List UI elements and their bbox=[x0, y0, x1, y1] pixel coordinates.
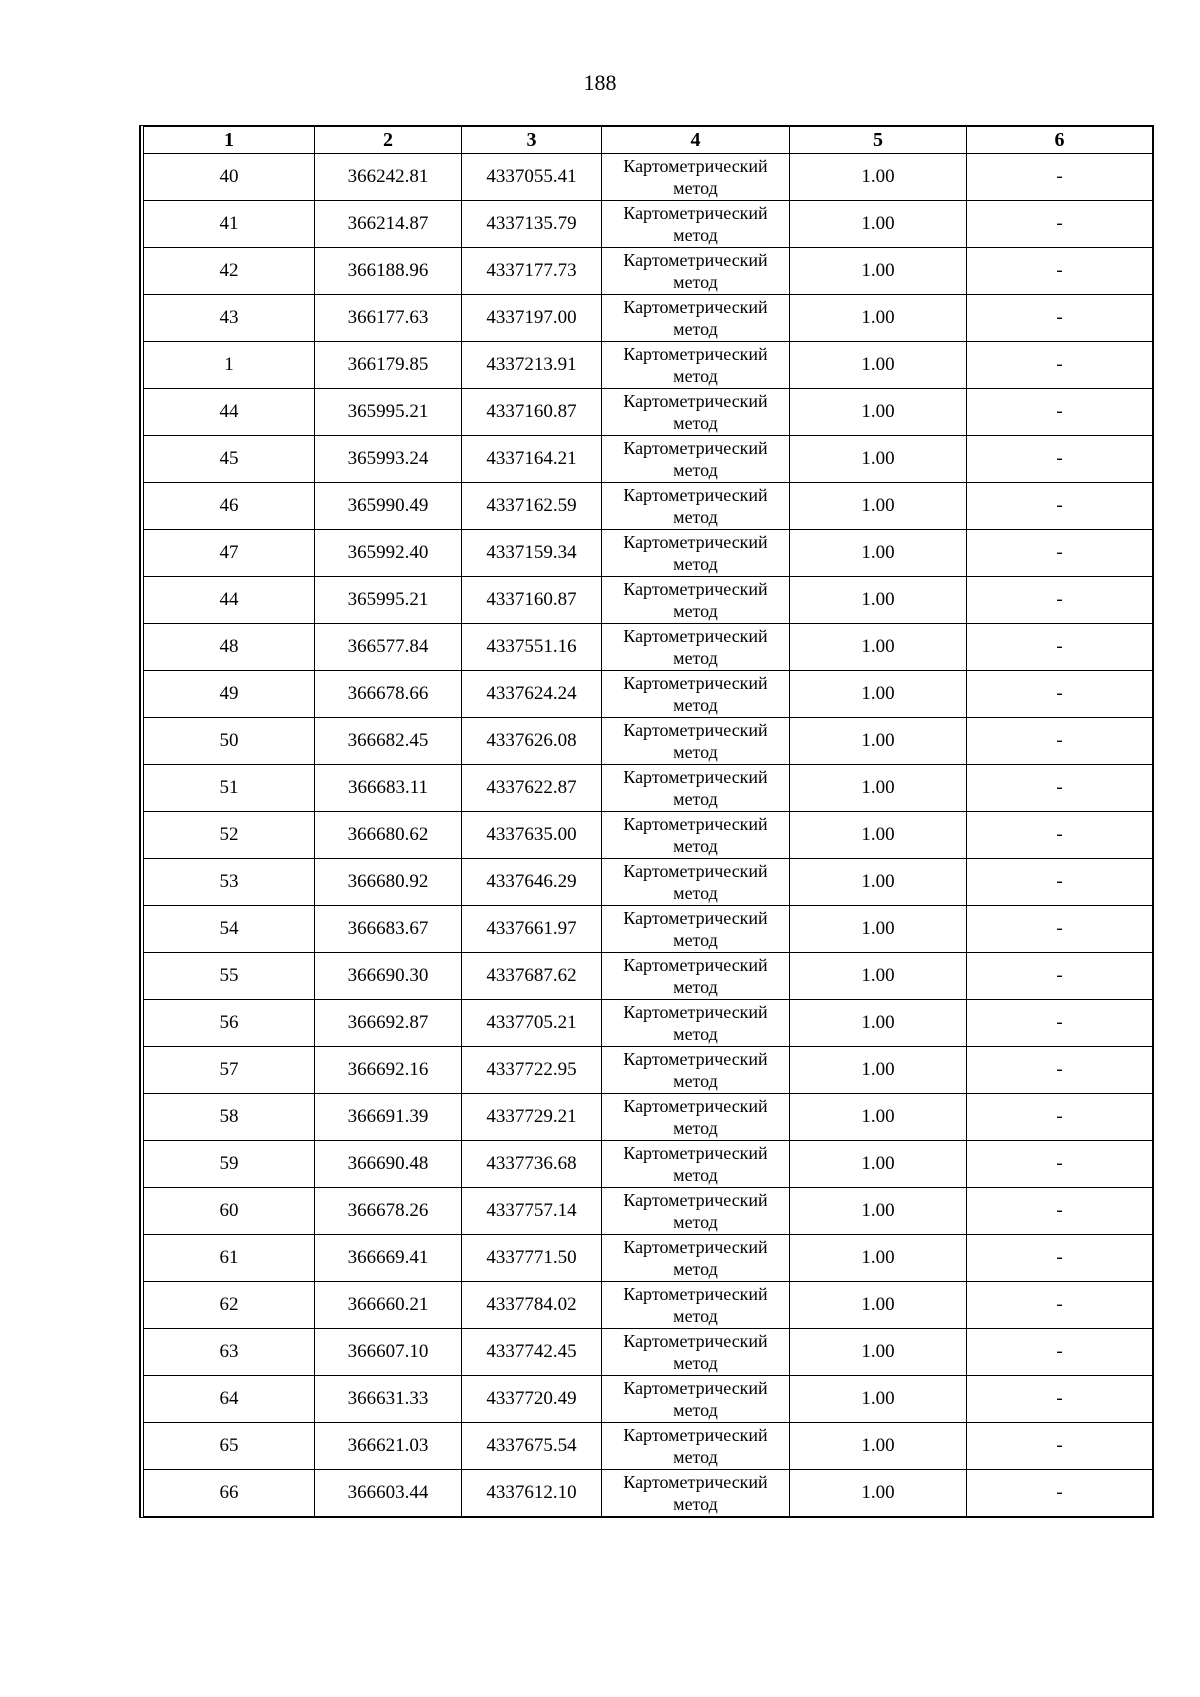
method-cell bbox=[602, 765, 790, 812]
method-line-2: метод bbox=[673, 366, 718, 386]
method-line-1: Картометрический bbox=[623, 1190, 768, 1210]
coord-y-cell: 4337722.95 bbox=[462, 1047, 602, 1094]
accuracy-cell: 1.00 bbox=[790, 953, 967, 1000]
accuracy-cell: 1.00 bbox=[790, 624, 967, 671]
coord-y-cell: 4337624.24 bbox=[462, 671, 602, 718]
method-line-2: метод bbox=[673, 1353, 718, 1373]
method-cell bbox=[602, 295, 790, 342]
method-cell bbox=[602, 1188, 790, 1235]
coord-x-cell: 366188.96 bbox=[315, 248, 462, 295]
method-line-1: Картометрический bbox=[623, 1143, 768, 1163]
coord-y-cell: 4337197.00 bbox=[462, 295, 602, 342]
method-line-1: Картометрический bbox=[623, 814, 768, 834]
accuracy-cell: 1.00 bbox=[790, 1282, 967, 1329]
method-line-1: Картометрический bbox=[623, 344, 768, 364]
note-cell: - bbox=[967, 1094, 1153, 1141]
method-line-2: метод bbox=[673, 1259, 718, 1279]
table-row bbox=[144, 248, 1153, 295]
note-cell: - bbox=[967, 389, 1153, 436]
method-cell bbox=[602, 389, 790, 436]
method-line-1: Картометрический bbox=[623, 438, 768, 458]
method-line-2: метод bbox=[673, 977, 718, 997]
method-line-2: метод bbox=[673, 319, 718, 339]
method-cell bbox=[602, 436, 790, 483]
coord-x-cell: 366692.16 bbox=[315, 1047, 462, 1094]
method-line-1: Картометрический bbox=[623, 1284, 768, 1304]
coord-x-cell: 366678.26 bbox=[315, 1188, 462, 1235]
table-row bbox=[144, 1094, 1153, 1141]
coord-y-cell: 4337742.45 bbox=[462, 1329, 602, 1376]
method-cell bbox=[602, 1094, 790, 1141]
method-line-2: метод bbox=[673, 695, 718, 715]
note-cell: - bbox=[967, 1282, 1153, 1329]
method-line-2: метод bbox=[673, 413, 718, 433]
table-row bbox=[144, 389, 1153, 436]
method-line-2: метод bbox=[673, 1212, 718, 1232]
method-line-1: Картометрический bbox=[623, 156, 768, 176]
page-number: 188 bbox=[583, 70, 617, 95]
coord-x-cell: 366603.44 bbox=[315, 1470, 462, 1517]
accuracy-cell: 1.00 bbox=[790, 1470, 967, 1517]
method-line-2: метод bbox=[673, 836, 718, 856]
method-line-1: Картометрический bbox=[623, 767, 768, 787]
coord-y-cell: 4337612.10 bbox=[462, 1470, 602, 1517]
method-cell bbox=[602, 154, 790, 201]
coord-x-cell: 366678.66 bbox=[315, 671, 462, 718]
note-cell: - bbox=[967, 436, 1153, 483]
point-number-cell: 49 bbox=[144, 671, 315, 718]
method-cell bbox=[602, 812, 790, 859]
method-line-2: метод bbox=[673, 507, 718, 527]
point-number-cell: 65 bbox=[144, 1423, 315, 1470]
point-number-cell: 50 bbox=[144, 718, 315, 765]
point-number-cell: 43 bbox=[144, 295, 315, 342]
table-row bbox=[144, 1376, 1153, 1423]
coord-x-cell: 366179.85 bbox=[315, 342, 462, 389]
accuracy-cell: 1.00 bbox=[790, 1141, 967, 1188]
method-line-2: метод bbox=[673, 460, 718, 480]
method-line-1: Картометрический bbox=[623, 720, 768, 740]
point-number-cell: 45 bbox=[144, 436, 315, 483]
coord-y-cell: 4337646.29 bbox=[462, 859, 602, 906]
note-cell: - bbox=[967, 1141, 1153, 1188]
method-line-1: Картометрический bbox=[623, 861, 768, 881]
method-line-2: метод bbox=[673, 178, 718, 198]
coord-x-cell: 366577.84 bbox=[315, 624, 462, 671]
note-cell: - bbox=[967, 953, 1153, 1000]
note-cell: - bbox=[967, 812, 1153, 859]
coord-y-cell: 4337784.02 bbox=[462, 1282, 602, 1329]
table-body bbox=[144, 154, 1153, 1517]
point-number-cell: 61 bbox=[144, 1235, 315, 1282]
note-cell: - bbox=[967, 859, 1153, 906]
method-cell bbox=[602, 718, 790, 765]
method-line-2: метод bbox=[673, 272, 718, 292]
method-cell bbox=[602, 1376, 790, 1423]
method-line-2: метод bbox=[673, 789, 718, 809]
method-cell bbox=[602, 530, 790, 577]
table-row bbox=[144, 859, 1153, 906]
coord-x-cell: 366691.39 bbox=[315, 1094, 462, 1141]
method-line-2: метод bbox=[673, 742, 718, 762]
coord-x-cell: 366669.41 bbox=[315, 1235, 462, 1282]
point-number-cell: 44 bbox=[144, 577, 315, 624]
method-line-1: Картометрический bbox=[623, 626, 768, 646]
coord-y-cell: 4337135.79 bbox=[462, 201, 602, 248]
table-row bbox=[144, 1329, 1153, 1376]
accuracy-cell: 1.00 bbox=[790, 671, 967, 718]
coord-x-cell: 366607.10 bbox=[315, 1329, 462, 1376]
note-cell: - bbox=[967, 1188, 1153, 1235]
method-line-1: Картометрический bbox=[623, 1096, 768, 1116]
accuracy-cell: 1.00 bbox=[790, 483, 967, 530]
point-number-cell: 64 bbox=[144, 1376, 315, 1423]
method-line-1: Картометрический bbox=[623, 1378, 768, 1398]
coord-y-cell: 4337162.59 bbox=[462, 483, 602, 530]
point-number-cell: 42 bbox=[144, 248, 315, 295]
note-cell: - bbox=[967, 154, 1153, 201]
coord-x-cell: 366692.87 bbox=[315, 1000, 462, 1047]
coord-x-cell: 366690.30 bbox=[315, 953, 462, 1000]
accuracy-cell: 1.00 bbox=[790, 154, 967, 201]
method-cell bbox=[602, 906, 790, 953]
point-number-cell: 40 bbox=[144, 154, 315, 201]
method-cell bbox=[602, 953, 790, 1000]
method-line-1: Картометрический bbox=[623, 1049, 768, 1069]
method-cell bbox=[602, 1047, 790, 1094]
table-row bbox=[144, 1282, 1153, 1329]
coord-x-cell: 366660.21 bbox=[315, 1282, 462, 1329]
coord-y-cell: 4337757.14 bbox=[462, 1188, 602, 1235]
method-line-2: метод bbox=[673, 554, 718, 574]
table-row bbox=[144, 1188, 1153, 1235]
method-line-2: метод bbox=[673, 1071, 718, 1091]
header-cell-3: 3 bbox=[462, 127, 602, 154]
method-line-2: метод bbox=[673, 930, 718, 950]
table-header-row bbox=[144, 127, 1153, 154]
method-line-1: Картометрический bbox=[623, 579, 768, 599]
note-cell: - bbox=[967, 624, 1153, 671]
coord-x-cell: 366621.03 bbox=[315, 1423, 462, 1470]
accuracy-cell: 1.00 bbox=[790, 577, 967, 624]
point-number-cell: 59 bbox=[144, 1141, 315, 1188]
note-cell: - bbox=[967, 1423, 1153, 1470]
coord-y-cell: 4337736.68 bbox=[462, 1141, 602, 1188]
method-line-1: Картометрический bbox=[623, 532, 768, 552]
accuracy-cell: 1.00 bbox=[790, 906, 967, 953]
coord-y-cell: 4337687.62 bbox=[462, 953, 602, 1000]
accuracy-cell: 1.00 bbox=[790, 1000, 967, 1047]
accuracy-cell: 1.00 bbox=[790, 1188, 967, 1235]
point-number-cell: 1 bbox=[144, 342, 315, 389]
note-cell: - bbox=[967, 295, 1153, 342]
accuracy-cell: 1.00 bbox=[790, 812, 967, 859]
coord-x-cell: 365992.40 bbox=[315, 530, 462, 577]
coord-x-cell: 366690.48 bbox=[315, 1141, 462, 1188]
method-line-1: Картометрический bbox=[623, 908, 768, 928]
method-cell bbox=[602, 248, 790, 295]
coord-x-cell: 366631.33 bbox=[315, 1376, 462, 1423]
method-line-2: метод bbox=[673, 225, 718, 245]
method-cell bbox=[602, 577, 790, 624]
coord-x-cell: 366683.67 bbox=[315, 906, 462, 953]
table-row bbox=[144, 812, 1153, 859]
method-cell bbox=[602, 624, 790, 671]
coord-y-cell: 4337160.87 bbox=[462, 577, 602, 624]
coord-y-cell: 4337661.97 bbox=[462, 906, 602, 953]
point-number-cell: 53 bbox=[144, 859, 315, 906]
coord-y-cell: 4337160.87 bbox=[462, 389, 602, 436]
note-cell: - bbox=[967, 1000, 1153, 1047]
table-row bbox=[144, 1235, 1153, 1282]
table-row bbox=[144, 624, 1153, 671]
accuracy-cell: 1.00 bbox=[790, 1094, 967, 1141]
coord-x-cell: 365995.21 bbox=[315, 389, 462, 436]
coord-x-cell: 366682.45 bbox=[315, 718, 462, 765]
point-number-cell: 51 bbox=[144, 765, 315, 812]
note-cell: - bbox=[967, 718, 1153, 765]
coord-y-cell: 4337635.00 bbox=[462, 812, 602, 859]
coord-y-cell: 4337622.87 bbox=[462, 765, 602, 812]
method-line-1: Картометрический bbox=[623, 297, 768, 317]
accuracy-cell: 1.00 bbox=[790, 1329, 967, 1376]
method-cell bbox=[602, 1235, 790, 1282]
accuracy-cell: 1.00 bbox=[790, 1235, 967, 1282]
point-number-cell: 58 bbox=[144, 1094, 315, 1141]
table-row bbox=[144, 765, 1153, 812]
point-number-cell: 54 bbox=[144, 906, 315, 953]
table-row bbox=[144, 718, 1153, 765]
accuracy-cell: 1.00 bbox=[790, 248, 967, 295]
coord-x-cell: 366214.87 bbox=[315, 201, 462, 248]
note-cell: - bbox=[967, 530, 1153, 577]
coord-x-cell: 366177.63 bbox=[315, 295, 462, 342]
method-cell bbox=[602, 342, 790, 389]
coord-x-cell: 365993.24 bbox=[315, 436, 462, 483]
point-number-cell: 52 bbox=[144, 812, 315, 859]
accuracy-cell: 1.00 bbox=[790, 1376, 967, 1423]
method-line-1: Картометрический bbox=[623, 1237, 768, 1257]
table-row bbox=[144, 1423, 1153, 1470]
method-cell bbox=[602, 1470, 790, 1517]
coord-x-cell: 366242.81 bbox=[315, 154, 462, 201]
coord-y-cell: 4337771.50 bbox=[462, 1235, 602, 1282]
header-cell-6: 6 bbox=[967, 127, 1153, 154]
point-number-cell: 66 bbox=[144, 1470, 315, 1517]
header-cell-2: 2 bbox=[315, 127, 462, 154]
table-row bbox=[144, 1000, 1153, 1047]
method-line-2: метод bbox=[673, 1165, 718, 1185]
coord-y-cell: 4337164.21 bbox=[462, 436, 602, 483]
accuracy-cell: 1.00 bbox=[790, 342, 967, 389]
method-line-2: метод bbox=[673, 1447, 718, 1467]
table-row bbox=[144, 1141, 1153, 1188]
table-row bbox=[144, 295, 1153, 342]
point-number-cell: 41 bbox=[144, 201, 315, 248]
header-cell-4: 4 bbox=[602, 127, 790, 154]
method-cell bbox=[602, 671, 790, 718]
note-cell: - bbox=[967, 1235, 1153, 1282]
table-row bbox=[144, 483, 1153, 530]
method-cell bbox=[602, 1423, 790, 1470]
method-cell bbox=[602, 1141, 790, 1188]
method-cell bbox=[602, 1282, 790, 1329]
accuracy-cell: 1.00 bbox=[790, 436, 967, 483]
coord-y-cell: 4337729.21 bbox=[462, 1094, 602, 1141]
coord-x-cell: 365990.49 bbox=[315, 483, 462, 530]
method-line-1: Картометрический bbox=[623, 1331, 768, 1351]
table-row bbox=[144, 1470, 1153, 1517]
method-line-1: Картометрический bbox=[623, 955, 768, 975]
method-line-2: метод bbox=[673, 601, 718, 621]
coord-y-cell: 4337159.34 bbox=[462, 530, 602, 577]
method-line-1: Картометрический bbox=[623, 673, 768, 693]
accuracy-cell: 1.00 bbox=[790, 295, 967, 342]
accuracy-cell: 1.00 bbox=[790, 389, 967, 436]
method-line-1: Картометрический bbox=[623, 1472, 768, 1492]
method-line-2: метод bbox=[673, 1118, 718, 1138]
coord-y-cell: 4337675.54 bbox=[462, 1423, 602, 1470]
coord-y-cell: 4337213.91 bbox=[462, 342, 602, 389]
table-row bbox=[144, 577, 1153, 624]
note-cell: - bbox=[967, 342, 1153, 389]
note-cell: - bbox=[967, 671, 1153, 718]
method-cell bbox=[602, 1000, 790, 1047]
coord-x-cell: 366680.92 bbox=[315, 859, 462, 906]
accuracy-cell: 1.00 bbox=[790, 765, 967, 812]
coord-x-cell: 365995.21 bbox=[315, 577, 462, 624]
method-line-2: метод bbox=[673, 648, 718, 668]
method-cell bbox=[602, 1329, 790, 1376]
method-line-1: Картометрический bbox=[623, 1425, 768, 1445]
coord-y-cell: 4337055.41 bbox=[462, 154, 602, 201]
accuracy-cell: 1.00 bbox=[790, 1423, 967, 1470]
accuracy-cell: 1.00 bbox=[790, 530, 967, 577]
method-line-2: метод bbox=[673, 1306, 718, 1326]
note-cell: - bbox=[967, 483, 1153, 530]
point-number-cell: 63 bbox=[144, 1329, 315, 1376]
note-cell: - bbox=[967, 577, 1153, 624]
table-row bbox=[144, 1047, 1153, 1094]
header-cell-1: 1 bbox=[144, 127, 315, 154]
table-row bbox=[144, 436, 1153, 483]
coord-y-cell: 4337551.16 bbox=[462, 624, 602, 671]
method-line-1: Картометрический bbox=[623, 1002, 768, 1022]
method-line-2: метод bbox=[673, 1400, 718, 1420]
note-cell: - bbox=[967, 1470, 1153, 1517]
note-cell: - bbox=[967, 1329, 1153, 1376]
note-cell: - bbox=[967, 1376, 1153, 1423]
coordinates-table bbox=[143, 126, 1153, 1517]
table-row bbox=[144, 530, 1153, 577]
coord-x-cell: 366683.11 bbox=[315, 765, 462, 812]
method-line-1: Картометрический bbox=[623, 391, 768, 411]
point-number-cell: 57 bbox=[144, 1047, 315, 1094]
point-number-cell: 55 bbox=[144, 953, 315, 1000]
method-line-1: Картометрический bbox=[623, 485, 768, 505]
method-cell bbox=[602, 859, 790, 906]
point-number-cell: 60 bbox=[144, 1188, 315, 1235]
accuracy-cell: 1.00 bbox=[790, 859, 967, 906]
note-cell: - bbox=[967, 765, 1153, 812]
table-row bbox=[144, 154, 1153, 201]
point-number-cell: 46 bbox=[144, 483, 315, 530]
header-cell-5: 5 bbox=[790, 127, 967, 154]
coord-y-cell: 4337626.08 bbox=[462, 718, 602, 765]
coord-y-cell: 4337720.49 bbox=[462, 1376, 602, 1423]
point-number-cell: 56 bbox=[144, 1000, 315, 1047]
method-line-2: метод bbox=[673, 883, 718, 903]
method-cell bbox=[602, 201, 790, 248]
coordinates-table-frame bbox=[139, 125, 1154, 1518]
coord-y-cell: 4337177.73 bbox=[462, 248, 602, 295]
table-row bbox=[144, 342, 1153, 389]
method-cell bbox=[602, 483, 790, 530]
note-cell: - bbox=[967, 201, 1153, 248]
coord-y-cell: 4337705.21 bbox=[462, 1000, 602, 1047]
method-line-1: Картометрический bbox=[623, 203, 768, 223]
method-line-2: метод bbox=[673, 1024, 718, 1044]
table-row bbox=[144, 906, 1153, 953]
point-number-cell: 44 bbox=[144, 389, 315, 436]
point-number-cell: 62 bbox=[144, 1282, 315, 1329]
table-row bbox=[144, 953, 1153, 1000]
table-row bbox=[144, 671, 1153, 718]
note-cell: - bbox=[967, 248, 1153, 295]
method-line-2: метод bbox=[673, 1494, 718, 1514]
point-number-cell: 48 bbox=[144, 624, 315, 671]
accuracy-cell: 1.00 bbox=[790, 201, 967, 248]
point-number-cell: 47 bbox=[144, 530, 315, 577]
method-line-1: Картометрический bbox=[623, 250, 768, 270]
note-cell: - bbox=[967, 906, 1153, 953]
accuracy-cell: 1.00 bbox=[790, 718, 967, 765]
note-cell: - bbox=[967, 1047, 1153, 1094]
table-row bbox=[144, 201, 1153, 248]
coord-x-cell: 366680.62 bbox=[315, 812, 462, 859]
accuracy-cell: 1.00 bbox=[790, 1047, 967, 1094]
